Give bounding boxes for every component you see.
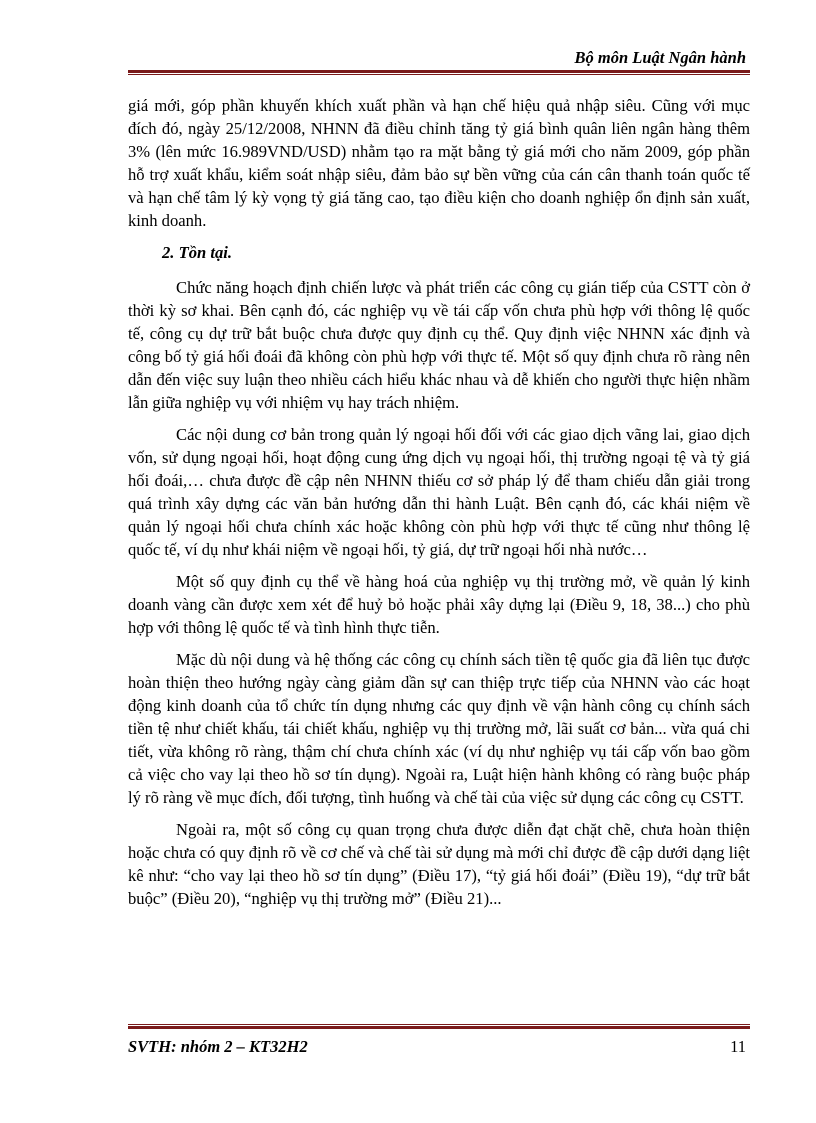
footer-rule-thick	[128, 1026, 750, 1029]
page-number: 11	[730, 1037, 746, 1056]
header-rule-thin	[128, 74, 750, 75]
header-rule-thick	[128, 70, 750, 73]
paragraph-monetary-tools: Mặc dù nội dung và hệ thống các công cụ chính sách tiền tệ quốc gia đã liên tục được hoàn thiện theo hướng ngày càng giảm dần sự can thiệp trực tiếp của NHNN vào các hoạt động kinh doanh của tổ chức tín dụng nhưng các quy định về vận hành công cụ chính sách tiền tệ như chiết khấu, tái chiết khấu, nghiệp vụ thị trường mở, lãi suất cơ bản... vừa quá chi tiết, vừa không rõ ràng, thậm chí chưa chính xác (ví dụ như nghiệp vụ tái cấp vốn bao gồm cả việc cho vay lại theo hồ sơ tín dụng). Ngoài ra, Luật hiện hành không có ràng buộc pháp lý rõ ràng về mục đích, đối tượng, tình huống và chế tài của việc sử dụng các công cụ CSTT.	[128, 650, 750, 807]
paragraph-important-tools: Ngoài ra, một số công cụ quan trọng chưa được diễn đạt chặt chẽ, chưa hoàn thiện hoặc chưa có quy định rõ về cơ chế và chế tài sử dụng mà mới chỉ được đề cập dưới dạng liệt kê như: “cho vay lại theo hồ sơ tín dụng” (Điều 17), “tỷ giá hối đoái” (Điều 19), “dự trữ bắt buộc” (Điều 20), “nghiệp vụ thị trường mở” (Điều 21)...	[128, 820, 750, 908]
section-heading: 2. Tồn tại.	[162, 243, 233, 262]
paragraph-foreign-exchange: Các nội dung cơ bản trong quản lý ngoại hối đối với các giao dịch vãng lai, giao dịch vốn, sử dụng ngoại hối, hoạt động cung ứng dịch vụ ngoại hối, thị trường ngoại tệ và tỷ giá hối đoái,… chưa được đề cập nên NHNN thiếu cơ sở pháp lý để tham chiếu dẫn giải trong quá trình xây dựng các văn bản hướng dẫn thi hành Luật. Bên cạnh đó, các khái niệm về quản lý ngoại hối chưa chính xác hoặc không còn phù hợp với thực tế cũng như thông lệ quốc tế, ví dụ như khái niệm về ngoại hối, tỷ giá, dự trữ ngoại hối nhà nước…	[128, 425, 750, 559]
paragraph-strategy-functions: Chức năng hoạch định chiến lược và phát triển các công cụ gián tiếp của CSTT còn ở thời kỳ sơ khai. Bên cạnh đó, các nghiệp vụ về tái cấp vốn chưa phù hợp với thông lệ quốc tế, công cụ dự trữ bắt buộc chưa được quy định cụ thể. Quy định việc NHNN xác định và công bố tỷ giá hối đoái đã không còn phù hợp với thực tế. Một số quy định chưa rõ ràng nên dẫn đến việc suy luận theo nhiều cách hiểu khác nhau và dễ khiến cho người thực hiện nhầm lẫn giữa nghiệp vụ với nhiệm vụ hay trách nhiệm.	[128, 278, 750, 412]
paragraph-open-market: Một số quy định cụ thể về hàng hoá của nghiệp vụ thị trường mở, về quản lý kinh doanh vàng cần được xem xét để huỷ bỏ hoặc phải xây dựng lại (Điều 9, 18, 38...) cho phù hợp với thông lệ quốc tế và tình hình thực tiễn.	[128, 572, 750, 637]
paragraph-continuation: giá mới, góp phần khuyến khích xuất phần và hạn chế hiệu quả nhập siêu. Cũng với mục đích đó, ngày 25/12/2008, NHNN đã điều chỉnh tăng tỷ giá bình quân liên ngân hàng thêm 3% (lên mức 16.989VND/USD) nhằm tạo ra mặt bằng tỷ giá mới cho năm 2009, góp phần hỗ trợ xuất khẩu, kiểm soát nhập siêu, đảm bảo sự bền vững của cán cân thanh toán quốc tế và hạn chế tâm lý kỳ vọng tỷ giá tăng cao, tạo điều kiện cho doanh nghiệp ổn định sản xuất, kinh doanh.	[128, 96, 750, 230]
header-rule	[128, 70, 750, 75]
document-body	[128, 94, 750, 919]
page-header-title: Bộ môn Luật Ngân hành	[574, 48, 746, 67]
footer-rule	[128, 1024, 750, 1029]
footer-author: SVTH: nhóm 2 – KT32H2	[128, 1037, 308, 1056]
footer-rule-thin	[128, 1024, 750, 1025]
